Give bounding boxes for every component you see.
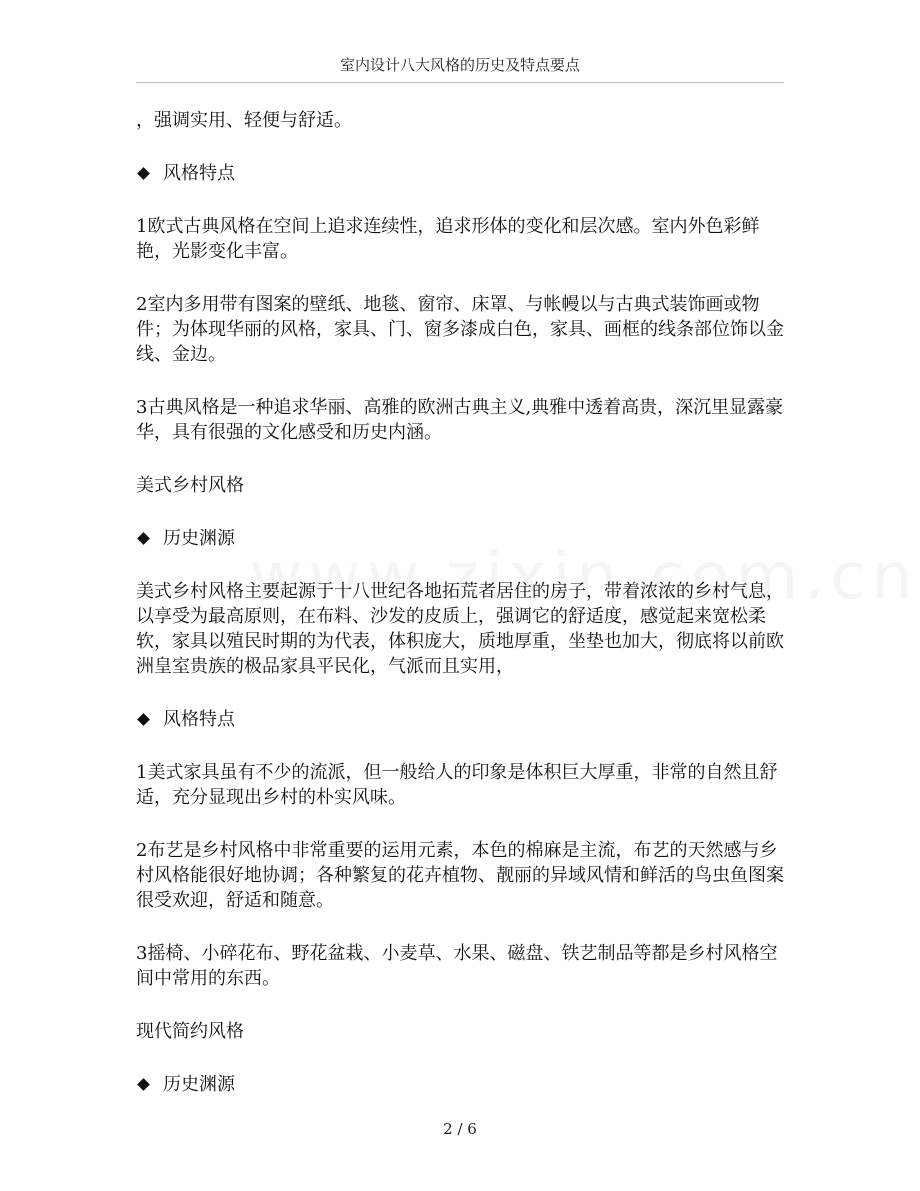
paragraph: ，强调实用、轻便与舒适。 [136, 110, 352, 131]
bullet-heading [136, 707, 784, 732]
section-heading: 现代简约风格 [136, 1021, 244, 1042]
diamond-bullet-icon [137, 532, 150, 545]
paragraph: 美式乡村风格主要起源于十八世纪各地拓荒者居住的房子，带着浓浓的乡村气息，以享受为最高原则，在布料、沙发的皮质上，强调它的舒适度，感觉起来宽松柔软，家具以殖民时期的为代表，体积庞大，质地厚重，坐垫也加大，彻底将以前欧洲皇室贵族的极品家具平民化，气派而且实用， [136, 581, 784, 677]
paragraph: 3摇椅、小碎花布、野花盆栽、小麦草、水果、磁盘、铁艺制品等都是乡村风格空间中常用的东西。 [136, 943, 778, 989]
diamond-bullet-icon [137, 1078, 150, 1091]
diamond-bullet-icon [137, 713, 150, 726]
bullet-heading [136, 1072, 784, 1097]
page-number: 2 / 6 [443, 1120, 477, 1138]
bullet-heading [136, 161, 784, 186]
bullet-heading-text: 风格特点 [163, 163, 235, 184]
page-header: 室内设计八大风格的历史及特点要点 [339, 56, 580, 74]
bullet-heading-text: 历史渊源 [163, 528, 235, 549]
paragraph: 1美式家具虽有不少的流派，但一般给人的印象是体积巨大厚重，非常的自然且舒适，充分显现出乡村的朴实风味。 [136, 762, 778, 808]
paragraph: 2布艺是乡村风格中非常重要的运用元素，本色的棉麻是主流，布艺的天然感与乡村风格能很好地协调；各种繁复的花卉植物、靓丽的异域风情和鲜活的鸟虫鱼图案很受欢迎，舒适和随意。 [136, 840, 784, 911]
bullet-heading [136, 526, 784, 551]
bullet-heading-text: 风格特点 [163, 709, 235, 730]
paragraph: 2室内多用带有图案的壁纸、地毯、窗帘、床罩、与帐幔以与古典式装饰画或物件；为体现华丽的风格，家具、门、窗多漆成白色，家具、画框的线条部位饰以金线、金边。 [136, 294, 784, 365]
section-heading: 美式乡村风格 [136, 475, 244, 496]
document-body [136, 108, 784, 1125]
paragraph: 1欧式古典风格在空间上追求连续性，追求形体的变化和层次感。室内外色彩鲜艳，光影变化丰富。 [136, 216, 760, 262]
paragraph: 3古典风格是一种追求华丽、高雅的欧洲古典主义,典雅中透着高贵，深沉里显露豪华，具有很强的文化感受和历史内涵。 [136, 397, 784, 443]
diamond-bullet-icon [137, 167, 150, 180]
header-rule [136, 82, 784, 83]
bullet-heading-text: 历史渊源 [163, 1074, 235, 1095]
